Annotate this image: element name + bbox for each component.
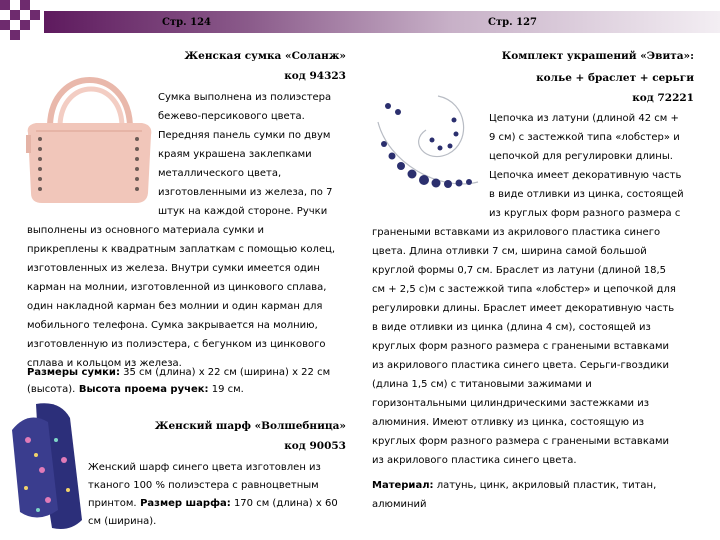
text-line: карман на молнии, изготовленной из цинкового сплава, xyxy=(27,282,327,293)
text-line: изготовленных из железа. Внутри сумки имеется один xyxy=(27,263,320,274)
text-line: алюминия. Имеют отливку из цинка, состоящую из xyxy=(372,417,645,428)
header-bar xyxy=(44,11,720,33)
scarf-title: Женский шарф «Волшебница» xyxy=(154,420,346,432)
bag-handle-label: Высота проема ручек: xyxy=(75,384,209,395)
text-line: см + 2,5 с)м с застежкой типа «лобстер» и цепочкой для xyxy=(372,284,676,295)
text-line: круглых форм разного размера с гранеными вставками xyxy=(372,341,670,352)
text-line: изготовленную из полиэстера, с бегунком из цинкового xyxy=(27,339,326,350)
text-line: гранеными вставками из акрилового пластика синего xyxy=(372,227,661,238)
bag-size xyxy=(27,364,349,398)
jewelry-code: код 72221 xyxy=(632,92,694,104)
bag-title: Женская сумка «Соланж» xyxy=(184,50,346,62)
text-line: Передняя панель сумки по двум xyxy=(158,130,331,141)
right-page-number: Стр. 127 xyxy=(488,17,537,28)
text-line: один накладной карман без молнии и один карман для xyxy=(27,301,323,312)
text-line: изготовленными из железа, по 7 xyxy=(158,187,333,198)
scarf-description xyxy=(88,459,340,531)
jewelry-title-line2: колье + браслет + серьги xyxy=(536,72,694,84)
jewelry-title-line1: Комплект украшений «Эвита»: xyxy=(501,50,694,62)
bag-code: код 94323 xyxy=(284,70,346,82)
bag-image xyxy=(22,55,157,205)
text-line: бежево-персикового цвета. xyxy=(158,111,305,122)
text-line: (длина 1,5 см) с титановыми зажимами и xyxy=(372,379,592,390)
bag-size-value: 35 см (длина) х 22 см (ширина) х 22 см (высота). xyxy=(27,367,331,395)
bag-handle-value: 19 см. xyxy=(208,384,244,395)
text-line: цепочкой для регулировки длины. xyxy=(489,151,673,162)
scarf-size-label: Размер шарфа: xyxy=(136,498,231,509)
text-line: Цепочка из латуни (длиной 42 см + xyxy=(489,113,679,124)
text-line: в виде отливки из цинка, состоящей xyxy=(489,189,684,200)
text-line: горизонтальными цилиндрическими застежками из xyxy=(372,398,650,409)
text-line: в виде отливки из цинка (длина 4 см), состоящей из xyxy=(372,322,651,333)
left-page-number: Стр. 124 xyxy=(162,17,211,28)
scarf-code: код 90053 xyxy=(284,440,346,452)
bag-size-label: Размеры сумки: xyxy=(27,367,120,378)
text-line: выполнены из основного материала сумки и xyxy=(27,225,265,236)
jewelry-material-label: Материал: xyxy=(372,480,434,491)
jewelry-material-value: латунь, цинк, акриловый пластик, титан, алюминий xyxy=(372,480,657,510)
text-line: из круглых форм разного размера с xyxy=(489,208,681,219)
scarf-desc-text: Женский шарф синего цвета изготовлен из тканого 100 % полиэстера с равноцветным принтом. xyxy=(88,462,321,509)
text-line: краям украшена заклепками xyxy=(158,149,312,160)
text-line: 9 см) с застежкой типа «лобстер» и xyxy=(489,132,680,143)
scarf-size-value: 170 см (длина) х 60 см (ширина). xyxy=(88,498,338,527)
text-line: прикреплены к квадратным заплаткам с помощью колец, xyxy=(27,244,336,255)
text-line: цвета. Длина отливки 7 см, ширина самой большой xyxy=(372,246,647,257)
text-line: сплава и кольцом из железа. xyxy=(27,358,182,369)
text-line: круглых форм разного размера с гранеными вставками xyxy=(372,436,670,447)
corner-decoration xyxy=(0,0,40,40)
text-line: металлического цвета, xyxy=(158,168,282,179)
text-line: из акрилового пластика синего цвета. xyxy=(372,455,577,466)
text-line: Цепочка имеет декоративную часть xyxy=(489,170,682,181)
text-line: из акрилового пластика синего цвета. Серьги-гвоздики xyxy=(372,360,669,371)
jewelry-material xyxy=(372,476,692,514)
text-line: круглой формы 0,7 см. Браслет из латуни (длиной 18,5 xyxy=(372,265,667,276)
text-line: штук на каждой стороне. Ручки xyxy=(158,206,328,217)
text-line: регулировки длины. Браслет имеет декоративную часть xyxy=(372,303,675,314)
scarf-image xyxy=(8,400,86,535)
text-line: Сумка выполнена из полиэстера xyxy=(158,92,332,103)
text-line: мобильного телефона. Сумка закрывается на молнию, xyxy=(27,320,318,331)
